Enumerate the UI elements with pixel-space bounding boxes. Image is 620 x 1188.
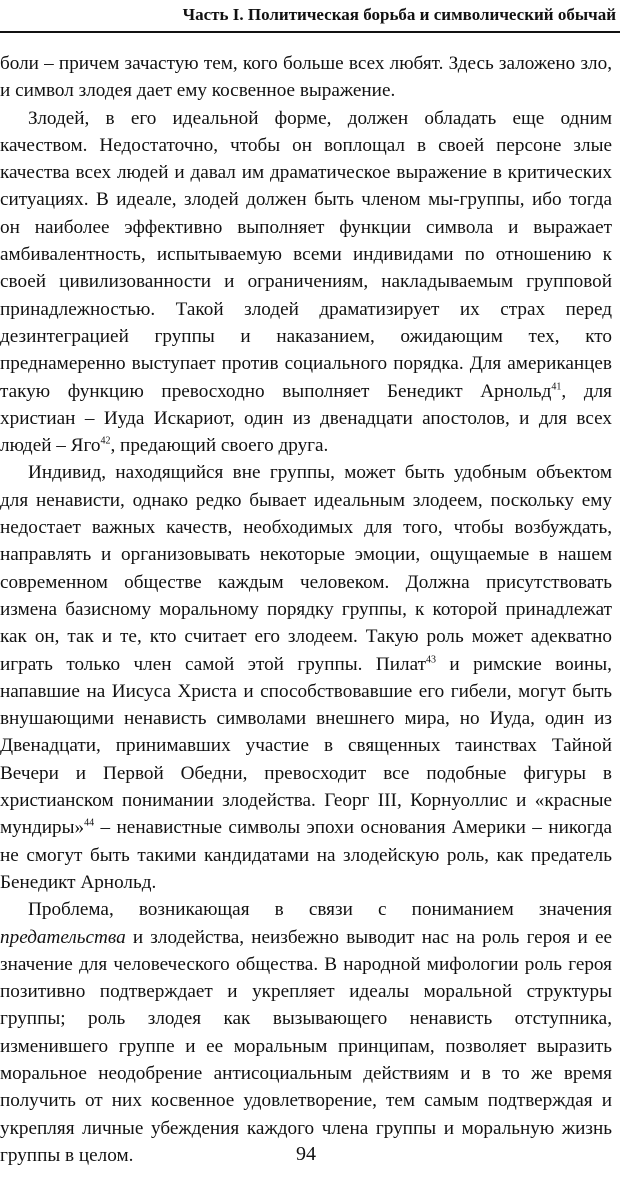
paragraph-4-text-a: Проблема, возникающая в связи с пониманием значения [28,899,612,921]
paragraph-2-text-a: Злодей, в его идеальной форме, должен обладать еще одним качеством. Недостаточно, чтобы он воплощал в своей персоне злые качества всех людей и давал им драматическое выражение в критических ситуациях. В идеале, злодей должен быть членом мы-группы, ибо тогда он наиболее эффективно выполняет функции символа и выражает амбивалентность, испытываемую всеми индивидами по отношению к своей цивилизованности и ограничениям, накладываемым групповой принадлежностью. Такой злодей драматизирует их страх перед дезинтеграцией группы и наказанием, ожидающим тех, кто преднамеренно выступает против социального порядка. Для американцев такую функцию превосходно выполняет Бенедикт Арнольд [0,107,612,402]
footnote-ref-41: 41 [551,381,562,393]
paragraph-4 [0,896,612,1169]
footnote-ref-43: 43 [425,654,436,666]
paragraph-1-text: боли – причем зачастую тем, кого больше всех любят. Здесь заложено зло, и символ злодея дает ему косвенное выражение. [0,53,612,102]
paragraph-3-text-a: Индивид, находящийся вне группы, может быть удобным объектом для ненависти, однако редко бывает идеальным злодеем, поскольку ему недостает важных качеств, необходимых для того, чтобы возбуждать, направлять и организовывать некоторые эмоции, ощущаемые в нашем современном обществе каждым человеком. Должна присутствовать измена базисному моральному порядку группы, к которой принадлежат как он, так и те, кто считает его злодеем. Такую роль может адекватно играть только член самой этой группы. Пилат [0,462,612,675]
header-rule [0,31,620,33]
footnote-ref-44: 44 [84,817,95,829]
paragraph-2 [0,105,612,460]
paragraph-1 [0,50,612,105]
paragraph-2-text-b: , для христиан – Иуда Искариот, один из двенадцати апостолов, и для всех людей – Яго [0,380,613,457]
paragraph-3-text-c: – ненавистные символы эпохи основания Америки – никогда не смогут быть такими кандидатами на злодейскую роль, как предатель Бенедикт Арнольд. [0,817,612,893]
paragraph-4-emphasis: предательства [0,926,126,948]
paragraph-2-text-c: , предающий своего друга. [110,435,329,457]
running-header: Часть I. Политическая борьба и символический обычай [182,5,616,24]
paragraph-4-text-b: и злодейства, неизбежно выводит нас на роль героя и ее значение для человеческого общества. В народной мифологии роль героя позитивно подтверждает и укрепляет идеалы моральной структуры группы; роль злодея как вызывающего ненависть отступника, изменившего группе и ее моральным принципам, позволяет выразить моральное неодобрение антисоциальным действиям и в то же время получить от них косвенное удовлетворение, тем самым подтверждая и укрепляя личные убеждения каждого члена группы и моральную жизнь группы в целом. [0,926,612,1166]
body-text [0,50,612,1169]
footnote-ref-42: 42 [100,435,111,447]
paragraph-3-text-b: и римские воины, напавшие на Иисуса Христа и способствовавшие его гибели, могут быть внушающими ненависть символами внешнего мира, но Иуда, один из Двенадцати, принимавших участие в священных таинствах Тайной Вечери и Первой Обедни, превосходит все подобные фигуры в христианском понимании злодейства. Георг III, Корнуоллис и «красные мундиры» [0,653,612,839]
page-number: 94 [296,1143,316,1165]
paragraph-3 [0,459,612,896]
